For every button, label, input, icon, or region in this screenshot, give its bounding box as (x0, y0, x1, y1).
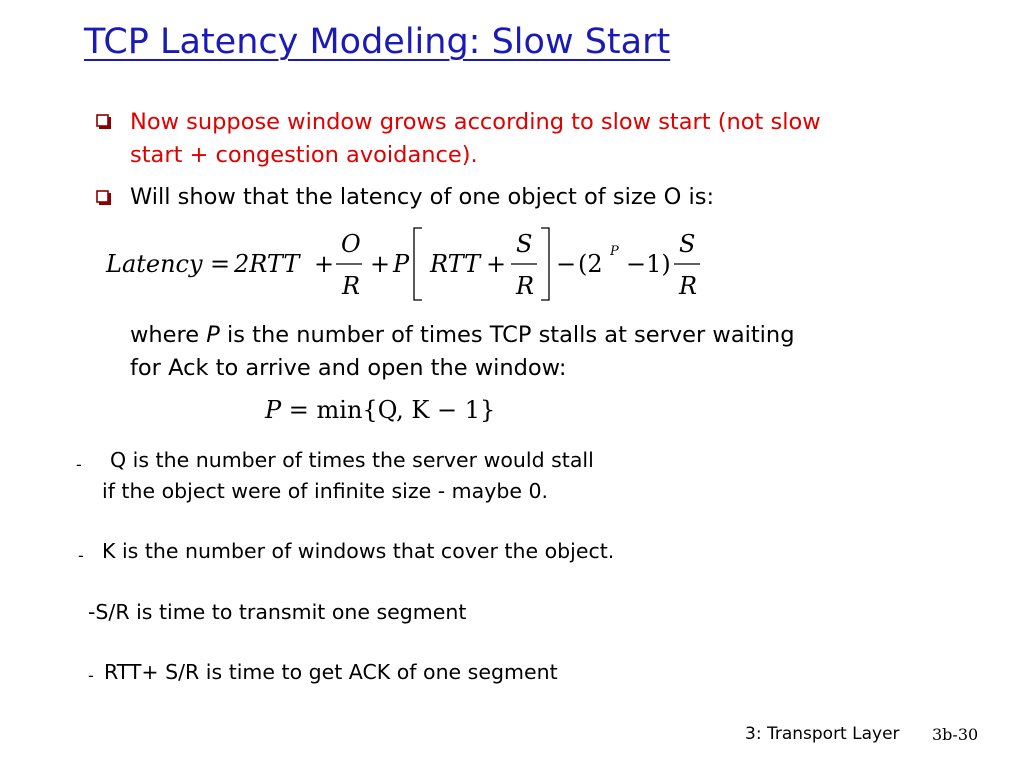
note-2-line-1: K is the number of windows that cover the object. (102, 539, 615, 563)
formula-latency: Latency (106, 250, 203, 278)
formula-right-bracket (541, 228, 549, 300)
where-post: is the number of times TCP stalls at server waiting (219, 322, 795, 348)
note-3-line-1: -S/R is time to transmit one segment (88, 600, 467, 624)
note-4-line-1: RTT+ S/R is time to get ACK of one segment (104, 660, 558, 684)
formula-exponent: P (610, 244, 619, 259)
where-p: P (206, 322, 220, 348)
formula-eq: = (210, 250, 231, 278)
formula-plus-1: + (314, 250, 335, 278)
note-1-dash: - (76, 455, 82, 474)
note-1-line-2: if the object were of infinite size - maybe 0. (102, 479, 549, 503)
formula-plus-2: + (370, 250, 391, 278)
formula-frac1-num: O (341, 230, 361, 258)
p-formula-rhs: = min{Q, K − 1} (288, 396, 496, 424)
formula-frac1-den: R (342, 272, 361, 300)
formula-2rtt: 2RTT (234, 250, 300, 278)
formula-p: P (393, 250, 410, 278)
p-formula (265, 396, 495, 424)
formula-rtt: RTT (430, 250, 481, 278)
where-line-2: for Ack to arrive and open the window: (130, 355, 567, 381)
bullet-square-icon (96, 190, 111, 205)
slide-title: TCP Latency Modeling: Slow Start (84, 22, 671, 62)
formula-minus-one: −1) (626, 250, 671, 278)
formula-minus: − (556, 250, 577, 278)
formula-plus-3: + (486, 250, 507, 278)
footer-page-number: 3b-30 (932, 725, 979, 744)
bullet-1-line-1: Now suppose window grows according to slow start (not slow (130, 109, 821, 135)
note-2-dash: - (78, 546, 84, 565)
bullet-1-line-2: start + congestion avoidance). (130, 142, 478, 168)
note-1-line-1: Q is the number of times the server would stall (110, 448, 594, 472)
formula-frac3-den: R (679, 272, 698, 300)
formula-frac2-den: R (516, 272, 535, 300)
where-line-1 (130, 319, 794, 352)
note-4-dash: - (88, 666, 94, 685)
formula-left-bracket (414, 228, 422, 300)
p-formula-lhs: P (265, 396, 282, 424)
bullet-2-line-1: Will show that the latency of one object of size O is: (130, 184, 715, 210)
latency-formula (100, 222, 720, 312)
footer-label: 3: Transport Layer (745, 724, 900, 744)
formula-frac2-num: S (516, 230, 533, 258)
formula-frac3-num: S (679, 230, 696, 258)
where-pre: where (130, 322, 207, 348)
bullet-square-icon (96, 114, 111, 129)
formula-paren-open: (2 (578, 250, 603, 278)
